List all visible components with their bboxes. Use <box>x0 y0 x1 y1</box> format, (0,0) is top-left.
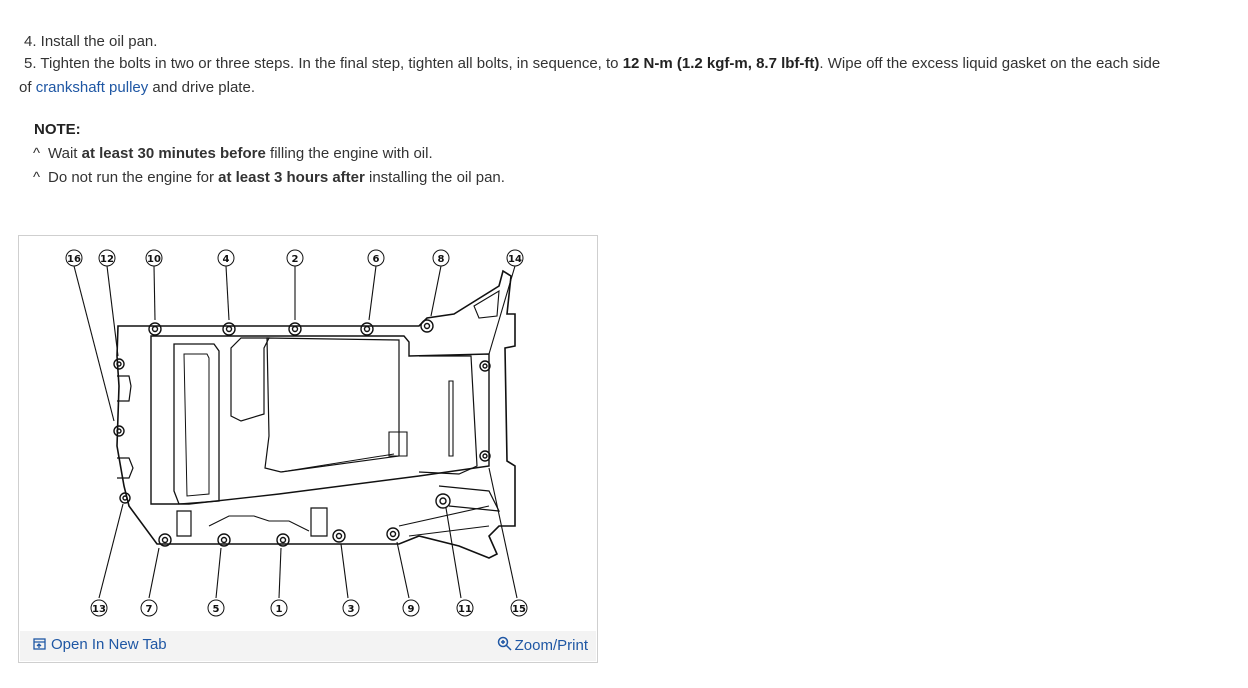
callout-9 <box>403 600 419 616</box>
svg-text:4: 4 <box>222 254 230 265</box>
callouts-bottom <box>91 600 527 616</box>
note-text: filling the engine with oil. <box>265 145 433 162</box>
oil-pan-rear-bracket <box>419 356 477 474</box>
zoom-label: Zoom/Print <box>514 637 588 654</box>
callout-3 <box>343 600 359 616</box>
callouts-top <box>66 250 523 266</box>
callout-4 <box>218 250 234 266</box>
step-4 <box>24 30 157 54</box>
torque-spec: 12 N-m (1.2 kgf-m, 8.7 lbf-ft) <box>622 55 820 72</box>
step-4-text: 4. Install the oil pan. <box>24 33 158 50</box>
open-in-new-tab-link[interactable] <box>33 636 167 653</box>
open-tab-label: Open In New Tab <box>51 636 167 653</box>
callout-2 <box>287 250 303 266</box>
svg-text:1: 1 <box>275 604 283 615</box>
svg-text:12: 12 <box>100 254 114 265</box>
svg-text:2: 2 <box>291 254 299 265</box>
note-emphasis: at least 3 hours after <box>218 169 365 186</box>
step-5-text-end: and drive plate. <box>148 79 255 96</box>
svg-text:16: 16 <box>67 254 81 265</box>
oil-pan-strut <box>439 486 499 511</box>
callout-11 <box>457 600 473 616</box>
oil-pan-rib <box>389 432 407 456</box>
oil-pan-sump <box>174 344 219 504</box>
step-5 <box>24 52 1239 76</box>
note-text: Do not run the engine for <box>48 169 219 186</box>
oil-pan-edge <box>209 516 309 531</box>
svg-text:15: 15 <box>512 604 526 615</box>
callout-15 <box>511 600 527 616</box>
oil-pan-corner <box>474 291 499 318</box>
svg-text:7: 7 <box>145 604 153 615</box>
callout-6 <box>368 250 384 266</box>
caret-icon: ^ <box>33 145 41 162</box>
note-item <box>33 145 433 162</box>
callout-13 <box>91 600 107 616</box>
svg-text:3: 3 <box>347 604 355 615</box>
open-tab-icon <box>33 638 46 650</box>
step-5-text-of: of <box>19 79 36 96</box>
callout-7 <box>141 600 157 616</box>
svg-text:5: 5 <box>212 604 220 615</box>
zoom-print-link[interactable] <box>497 636 588 654</box>
svg-text:6: 6 <box>372 254 380 265</box>
note-title: NOTE: <box>34 121 81 138</box>
callout-5 <box>208 600 224 616</box>
oil-pan-bolt-sequence-figure <box>18 235 598 663</box>
svg-text:11: 11 <box>458 604 472 615</box>
bolt-group <box>114 320 490 546</box>
callout-10 <box>146 250 162 266</box>
leader-lines <box>74 266 517 598</box>
callout-12 <box>99 250 115 266</box>
oil-pan-rib <box>281 454 394 472</box>
oil-pan-bosses <box>177 508 327 536</box>
oil-pan-diagram <box>19 236 597 632</box>
note-item <box>33 169 505 186</box>
step-5-text-cont: . Wipe off the excess liquid gasket on the each side <box>819 55 1161 72</box>
oil-pan-strut <box>399 506 489 536</box>
svg-text:13: 13 <box>92 604 106 615</box>
svg-text:14: 14 <box>508 254 522 265</box>
oil-pan-baffle <box>265 338 399 472</box>
callout-1 <box>271 600 287 616</box>
caret-icon: ^ <box>33 169 41 186</box>
note-text: installing the oil pan. <box>364 169 505 186</box>
note-emphasis: at least 30 minutes before <box>81 145 266 162</box>
figure-footer <box>20 631 596 661</box>
svg-text:10: 10 <box>147 254 161 265</box>
callout-16 <box>66 250 82 266</box>
step-5-line-2 <box>19 76 255 100</box>
crankshaft-pulley-link[interactable]: crankshaft pulley <box>35 79 149 96</box>
oil-pan-well <box>231 338 269 421</box>
oil-pan-dipstick <box>449 381 453 456</box>
svg-text:9: 9 <box>407 604 415 615</box>
oil-pan-body <box>151 336 489 504</box>
svg-text:8: 8 <box>437 254 445 265</box>
callout-8 <box>433 250 449 266</box>
step-5-text: 5. Tighten the bolts in two or three steps. In the final step, tighten all bolts, in sequence, to <box>24 55 623 72</box>
zoom-icon <box>497 636 512 651</box>
callout-14 <box>507 250 523 266</box>
note-text: Wait <box>48 145 82 162</box>
oil-pan-sump-inner <box>184 354 209 496</box>
